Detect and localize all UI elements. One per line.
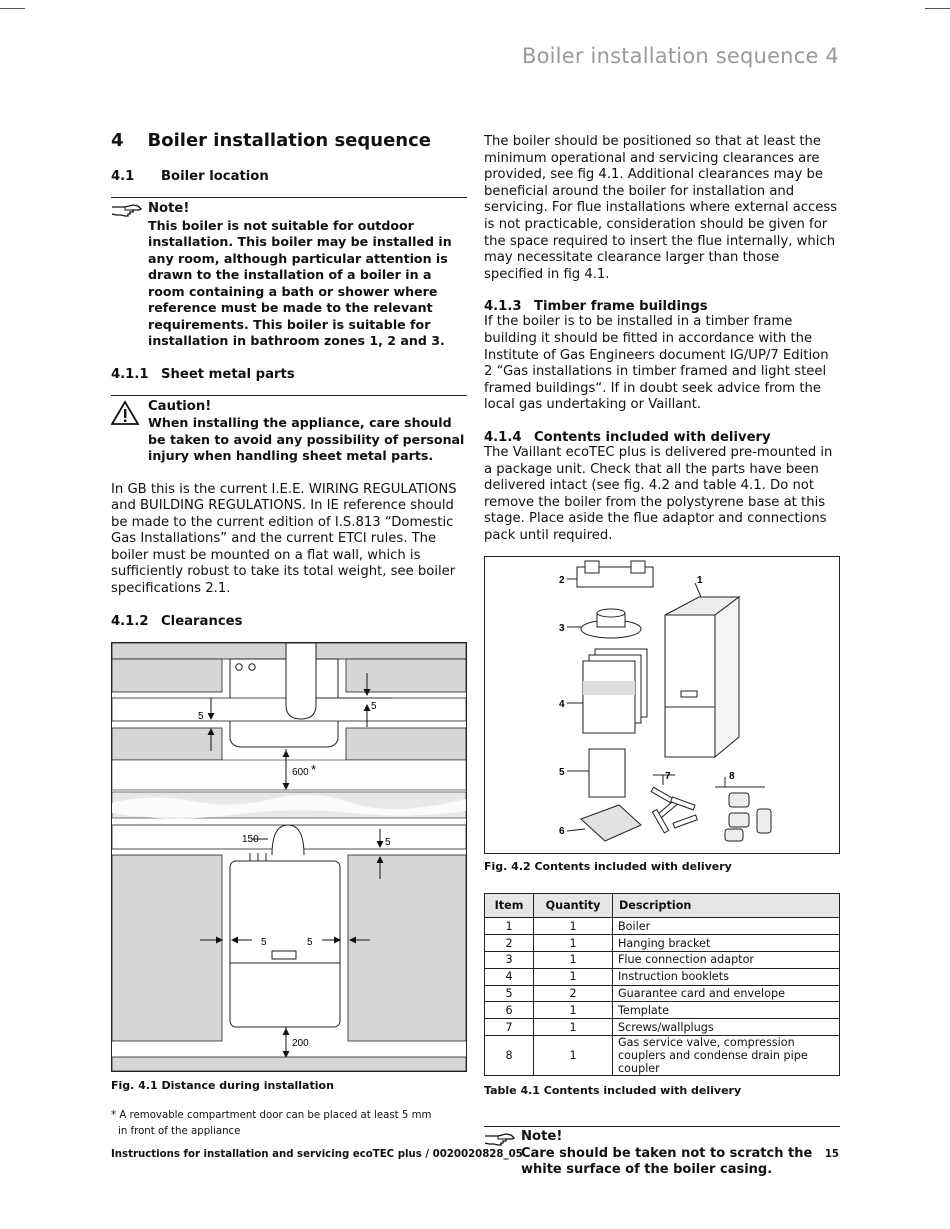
label-top-gap-left: 5 xyxy=(198,710,204,722)
table-cell-quantity: 1 xyxy=(534,918,613,935)
table-4-1-caption: Table 4.1 Contents included with delivery xyxy=(484,1084,742,1098)
table-cell-quantity: 2 xyxy=(534,985,613,1002)
table-cell-item: 8 xyxy=(485,1036,534,1076)
subsection-number: 4.1.1 xyxy=(111,366,149,382)
warning-triangle-icon xyxy=(111,400,141,430)
callout-4: 4 xyxy=(559,699,565,711)
table-row xyxy=(485,1036,840,1076)
footer-document-title: Instructions for installation and servicing ecoTEC plus / 0020020828_05 xyxy=(111,1149,523,1160)
subsection-heading-4-1-1 xyxy=(111,367,467,382)
subsection-title: Contents included with delivery xyxy=(534,429,771,445)
callout-5: 5 xyxy=(559,767,565,779)
paragraph-contents: The Vaillant ecoTEC plus is delivered pre-mounted in a package unit. Check that all the parts have been delivered intact (see fig. 4.2 and table 4.1. Do not remove the boiler from the polystyrene base at this stage. Place aside the flue adaptor and connections pack until required. xyxy=(484,444,833,543)
table-row xyxy=(485,1002,840,1019)
table-cell-quantity: 1 xyxy=(534,1036,613,1076)
section-title: Boiler installation sequence xyxy=(147,130,431,151)
paragraph-timber: If the boiler is to be installed in a timber frame building it should be fitted in accordance with the Institute of Gas Engineers document IG/UP/7 Edition 2 “Gas installations in timber framed and light steel framed buildings“. If in doubt seek advice from the local gas undertaking or Vaillant. xyxy=(484,314,829,413)
table-cell-item: 6 xyxy=(485,1002,534,1019)
table-cell-description: Guarantee card and envelope xyxy=(613,985,840,1002)
table-cell-description: Screws/wallplugs xyxy=(613,1019,840,1036)
left-column xyxy=(111,130,467,1141)
table-cell-description: Template xyxy=(613,1002,840,1019)
table-cell-item: 5 xyxy=(485,985,534,1002)
figure-4-1-caption: Fig. 4.1 Distance during installation xyxy=(111,1078,334,1092)
callout-2: 2 xyxy=(559,575,565,587)
contents-illustration xyxy=(485,557,839,853)
table-header-item: Item xyxy=(485,894,534,918)
table-cell-quantity: 1 xyxy=(534,968,613,985)
table-row xyxy=(485,935,840,952)
label-asterisk: * xyxy=(311,761,317,777)
label-top-gap-right: 5 xyxy=(371,700,377,712)
note-box xyxy=(111,197,467,350)
table-row xyxy=(485,918,840,935)
table-header-description: Description xyxy=(613,894,840,918)
paragraph-clearances: The boiler should be positioned so that at least the minimum operational and servicing clearances are provided, see fig 4.1. Additional clearances may be beneficial around the boiler for installation and servicing. For flue installations where external access is not practicable, consideration should be given for the space required to insert the flue internally, which may necessitate clearance larger than those specified in fig 4.1. xyxy=(484,134,838,282)
table-cell-quantity: 1 xyxy=(534,1002,613,1019)
label-side-right: 5 xyxy=(307,936,313,948)
contents-table xyxy=(484,893,840,1076)
subsection-heading-4-1 xyxy=(111,169,467,184)
note-title: Note! xyxy=(148,201,190,216)
callout-3: 3 xyxy=(559,623,565,635)
paragraph-regulations: In GB this is the current I.E.E. WIRING REGULATIONS and BUILDING REGULATIONS. In IE reference should be made to the current edition of I.S.813 “Domestic Gas Installations” and the current ETCI rules. The boiler must be mounted on a flat wall, which is sufficiently robust to take its total weight, see boiler specifications 2.1. xyxy=(111,481,457,597)
footnote-line: * A removable compartment door can be placed at least 5 mm xyxy=(111,1109,432,1121)
table-cell-item: 4 xyxy=(485,968,534,985)
table-cell-quantity: 1 xyxy=(534,935,613,952)
label-ceiling-gap: 5 xyxy=(385,836,391,848)
running-head: Boiler installation sequence 4 xyxy=(521,44,839,68)
table-cell-description: Boiler xyxy=(613,918,840,935)
label-pipe-clear: 150 xyxy=(242,833,259,845)
subsection-number: 4.1.4 xyxy=(484,429,522,445)
figure-4-2-caption: Fig. 4.2 Contents included with delivery xyxy=(484,860,732,874)
section-heading-4 xyxy=(111,130,467,151)
table-header-quantity: Quantity xyxy=(534,894,613,918)
subsection-number: 4.1 xyxy=(111,169,135,184)
table-cell-quantity: 1 xyxy=(534,952,613,969)
caution-text: When installing the appliance, care should be taken to avoid any possibility of personal injury when handling sheet metal parts. xyxy=(148,415,465,463)
footnote-line: in front of the appliance xyxy=(118,1126,241,1138)
right-column xyxy=(484,134,840,1179)
table-row xyxy=(485,1019,840,1036)
section-number: 4 xyxy=(111,130,124,151)
table-cell-item: 1 xyxy=(485,918,534,935)
label-side-left: 5 xyxy=(261,936,267,948)
callout-8: 8 xyxy=(729,771,735,783)
table-cell-item: 7 xyxy=(485,1019,534,1036)
footnote xyxy=(111,1108,467,1141)
pointing-hand-icon xyxy=(111,202,143,224)
page-number: 15 xyxy=(824,1149,839,1160)
figure-4-2-contents xyxy=(484,556,840,854)
subsection-title: Timber frame buildings xyxy=(534,299,708,315)
label-bottom-clear: 600 xyxy=(292,766,309,778)
table-header-row xyxy=(485,894,840,918)
subsection-number: 4.1.3 xyxy=(484,299,522,315)
table-cell-quantity: 1 xyxy=(534,1019,613,1036)
note-text: This boiler is not suitable for outdoor installation. This boiler may be installed in any room, although particular attention is drawn to the installation of a boiler in a room containing a bath or shower where reference must be made to the relevant requirements. This boiler is suitable for installation in bathroom zones 1, 2 and 3. xyxy=(148,217,452,348)
subsection-title: Boiler location xyxy=(161,169,269,184)
figure-4-1-clearances xyxy=(111,642,467,1072)
subsection-heading-4-1-2 xyxy=(111,614,467,629)
subsection-number: 4.1.2 xyxy=(111,613,149,629)
table-cell-item: 2 xyxy=(485,935,534,952)
caution-box xyxy=(111,395,467,465)
subsection-title: Sheet metal parts xyxy=(161,366,295,382)
subsection-heading-4-1-3 xyxy=(484,299,840,314)
note-title: Note! xyxy=(521,1129,563,1145)
caution-title: Caution! xyxy=(148,398,212,414)
note-box-scratch xyxy=(484,1126,840,1179)
table-row xyxy=(485,952,840,969)
table-body xyxy=(485,918,840,1076)
crop-mark-left xyxy=(0,8,25,9)
table-cell-description: Gas service valve, compression couplers and condense drain pipe coupler xyxy=(613,1036,840,1076)
table-row xyxy=(485,985,840,1002)
table-cell-description: Flue connection adaptor xyxy=(613,952,840,969)
callout-6: 6 xyxy=(559,826,565,838)
table-cell-description: Instruction booklets xyxy=(613,968,840,985)
table-cell-description: Hanging bracket xyxy=(613,935,840,952)
subsection-title: Clearances xyxy=(161,613,243,629)
label-floor-clear: 200 xyxy=(292,1037,309,1049)
table-cell-item: 3 xyxy=(485,952,534,969)
crop-mark-right xyxy=(925,8,950,9)
subsection-heading-4-1-4 xyxy=(484,430,840,445)
callout-1: 1 xyxy=(697,575,703,587)
note-text: Care should be taken not to scratch the white surface of the boiler casing. xyxy=(521,1145,813,1178)
callout-7: 7 xyxy=(665,771,671,783)
table-row xyxy=(485,968,840,985)
clearance-diagram xyxy=(112,643,466,1071)
